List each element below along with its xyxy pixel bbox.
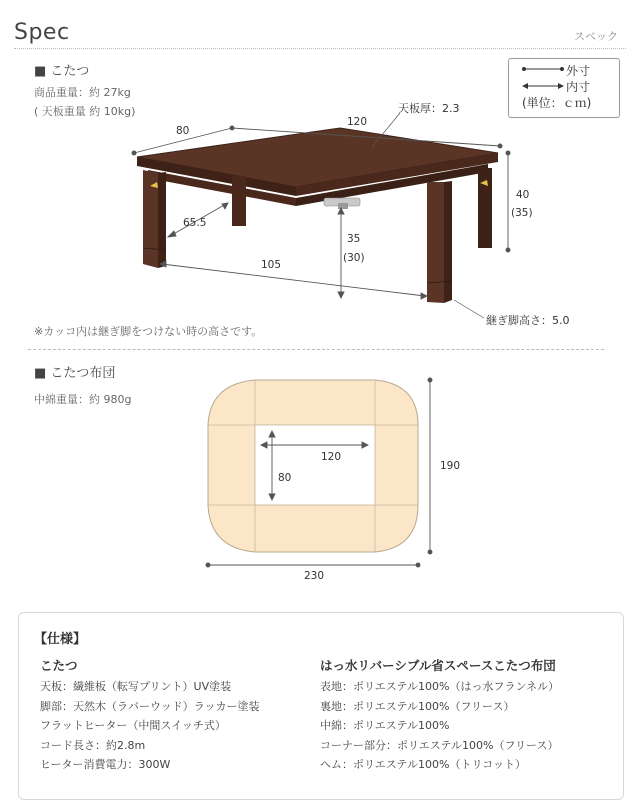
spec-kotatsu-line: コード長さ：約2.8m [40, 738, 146, 752]
dim-inner-depth: 65.5 [183, 217, 207, 229]
dim-under-clearance: 35 [347, 233, 361, 245]
dim-depth: 80 [176, 125, 190, 137]
dim-width: 120 [347, 116, 368, 128]
kotatsu-heading: ■ こたつ [34, 64, 90, 79]
spec-futon-line: ヘム：ポリエステル100%（トリコット） [320, 758, 527, 772]
dim-under-clearance-alt: (30) [343, 252, 365, 264]
futon-dim-height: 190 [440, 460, 461, 472]
spec-kotatsu-line: 脚部：天然木（ラバーウッド）ラッカー塗装 [40, 699, 260, 713]
dim-height-alt: (35) [511, 207, 533, 219]
spec-futon-line: 表地：ポリエステル100%（はっ水フランネル） [320, 680, 560, 693]
kotatsu-weight: 商品重量：約 27kg [34, 86, 131, 99]
spec-futon-list [320, 677, 610, 775]
dim-top-thickness: 天板厚：2.3 [398, 102, 460, 115]
spec-kotatsu-list [40, 677, 310, 775]
spec-futon-line: 裏地：ポリエステル100%（フリース） [320, 699, 515, 713]
page-title: Spec [14, 20, 70, 45]
futon-dim-inner-width: 120 [321, 451, 342, 463]
futon-illustration [208, 380, 418, 552]
kotatsu-top-weight: ( 天板重量 約 10kg) [34, 105, 136, 118]
spec-futon-line: コーナー部分：ポリエステル100%（フリース） [320, 738, 559, 752]
spec-futon-heading: はっ水リバーシブル省スペースこたつ布団 [320, 658, 556, 673]
futon-heading: ■ こたつ布団 [34, 366, 116, 381]
page-subtitle: スペック [574, 30, 618, 43]
dim-extension-leg: 継ぎ脚高さ：5.0 [486, 314, 570, 327]
spec-kotatsu-line: 天板：繊維板（転写プリント）UV塗装 [40, 680, 232, 693]
spec-title: 【仕様】 [34, 632, 87, 647]
futon-weight: 中綿重量：約 980g [34, 393, 132, 406]
spec-kotatsu-heading: こたつ [40, 658, 78, 673]
futon-dim-inner-depth: 80 [278, 472, 292, 484]
spec-kotatsu-line: フラットヒーター（中間スイッチ式） [40, 719, 226, 733]
legend-outer-label: 外寸 [566, 64, 591, 78]
dim-height: 40 [516, 189, 530, 201]
legend-inner-label: 内寸 [566, 80, 591, 94]
dim-inner-width: 105 [261, 259, 282, 271]
legend-unit-label: (単位：ｃｍ) [522, 96, 592, 110]
height-note: ※カッコ内は継ぎ脚をつけない時の高さです。 [34, 325, 263, 338]
futon-dim-width: 230 [304, 570, 325, 582]
spec-futon-line: 中綿：ポリエステル100% [320, 719, 450, 733]
spec-kotatsu-line: ヒーター消費電力：300W [40, 758, 171, 772]
